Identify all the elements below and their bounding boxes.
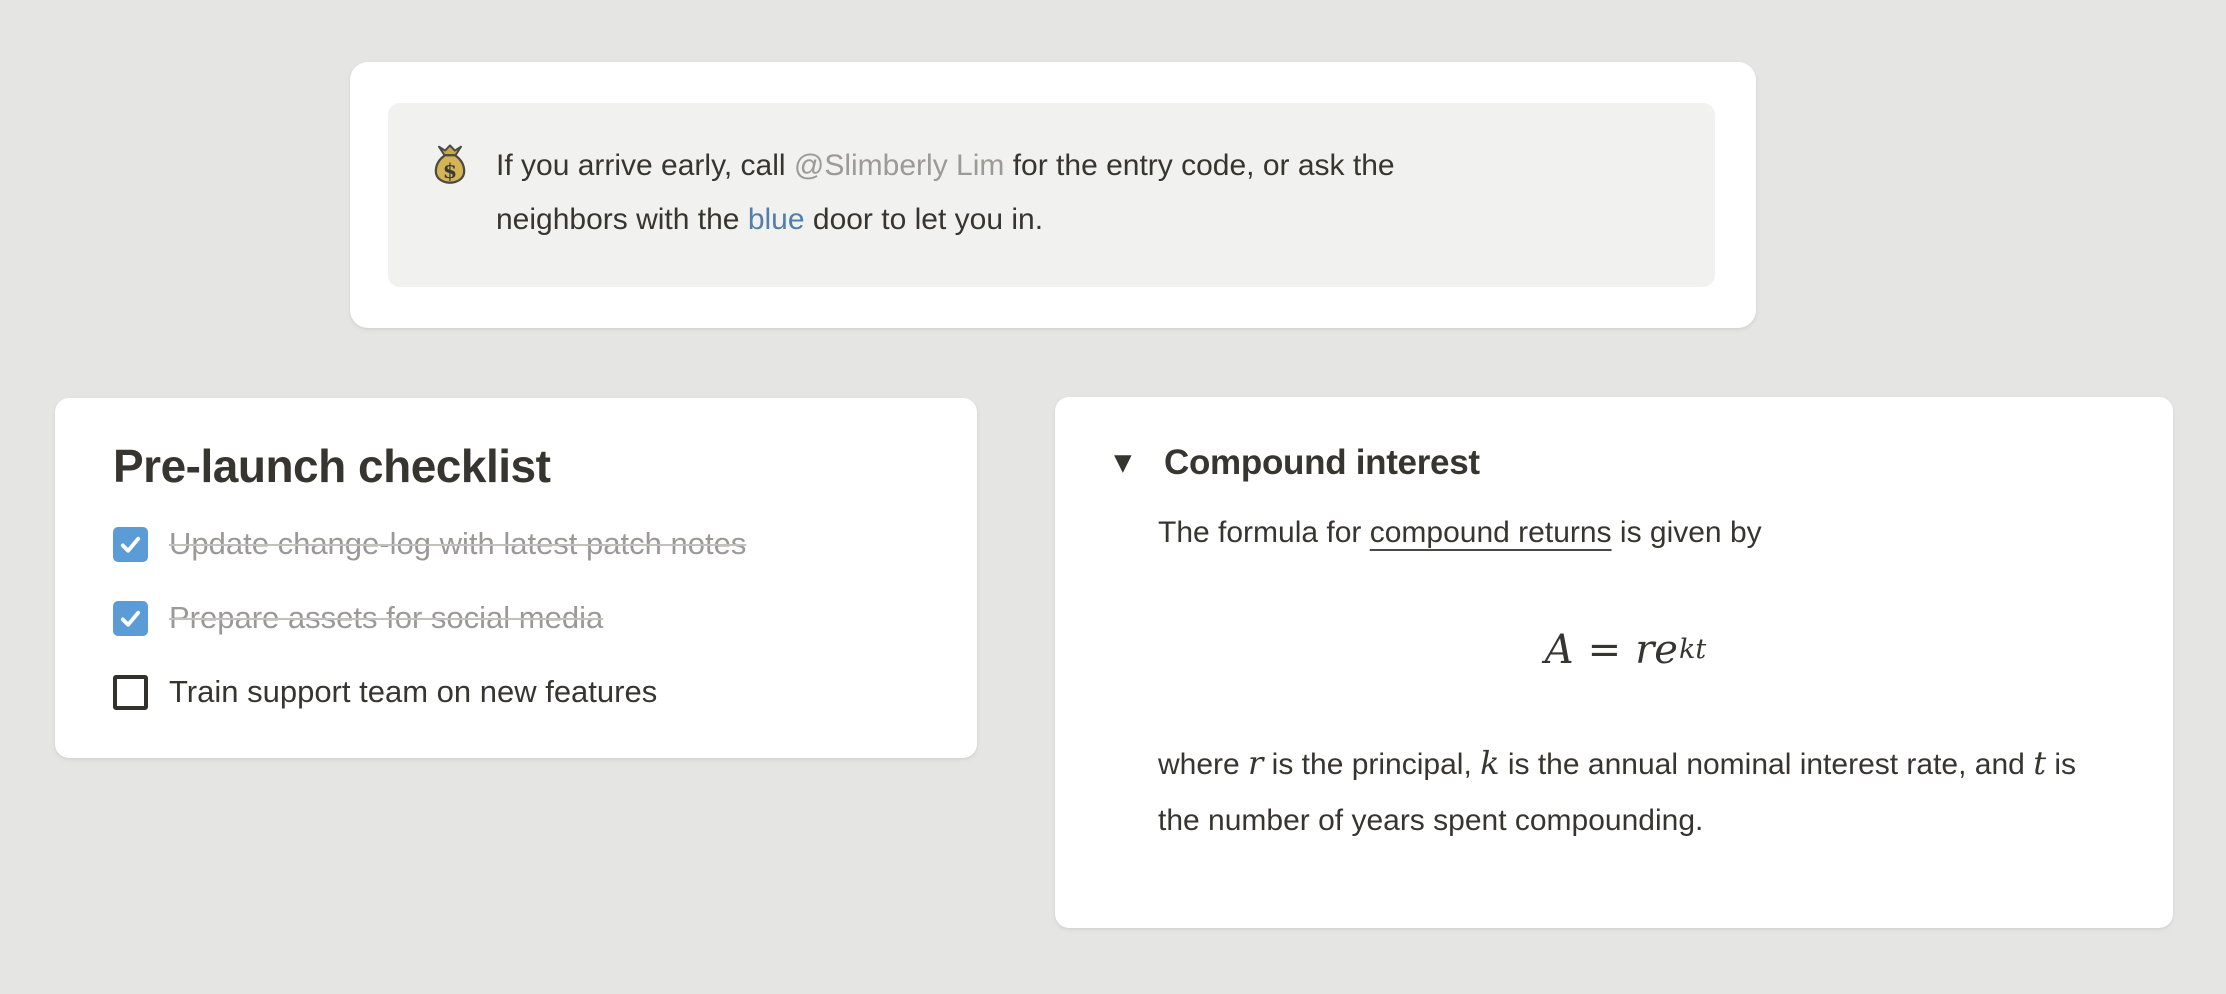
intro-post: is given by bbox=[1611, 516, 1762, 549]
toggle-card bbox=[1055, 397, 2173, 928]
toggle-body bbox=[1158, 511, 2093, 849]
equation-lhs: A bbox=[1544, 627, 1574, 673]
callout-block bbox=[388, 103, 1715, 287]
callout-line-1 bbox=[496, 139, 1395, 193]
blue-colored-word: blue bbox=[747, 203, 805, 236]
toggle-row bbox=[1108, 443, 2093, 483]
toggle-triangle-icon[interactable]: ▼ bbox=[1114, 449, 1132, 476]
callout-text bbox=[496, 139, 1395, 247]
todo-row bbox=[113, 664, 927, 720]
todo-label: Prepare assets for social media bbox=[169, 600, 604, 635]
callout-line2-pre: neighbors with the bbox=[496, 203, 748, 236]
todo-label: Train support team on new features bbox=[169, 674, 658, 709]
checklist-title: Pre-launch checklist bbox=[113, 440, 551, 492]
compound-returns-link[interactable]: compound returns bbox=[1369, 516, 1612, 549]
callout-line2-post: door to let you in. bbox=[804, 203, 1044, 236]
math-var-t: t bbox=[2033, 744, 2047, 782]
callout-line1-pre: If you arrive early, call bbox=[496, 149, 794, 182]
equation-base: re bbox=[1635, 627, 1678, 673]
intro-pre: The formula for bbox=[1158, 516, 1370, 549]
todo-row bbox=[113, 590, 927, 646]
todo-row bbox=[113, 516, 927, 572]
todo-list bbox=[113, 516, 927, 720]
toggle-title[interactable]: Compound interest bbox=[1164, 443, 1480, 482]
checkbox-checked-icon[interactable] bbox=[113, 527, 148, 562]
math-var-k: k bbox=[1480, 744, 1500, 782]
todo-label: Update change-log with latest patch notes bbox=[169, 526, 747, 561]
checkbox-checked-icon[interactable] bbox=[113, 601, 148, 636]
svg-text:$: $ bbox=[442, 157, 458, 183]
user-mention[interactable]: @Slimberly Lim bbox=[793, 149, 1005, 182]
checkbox-unchecked-icon[interactable] bbox=[113, 675, 148, 710]
callout-line1-post: for the entry code, or ask the bbox=[1004, 149, 1395, 182]
outro-s3: is the annual nominal interest rate, and bbox=[1499, 748, 2034, 781]
checklist-card bbox=[55, 398, 977, 758]
outro-s1: where bbox=[1158, 748, 1249, 781]
money-bag-icon bbox=[428, 143, 474, 192]
callout-line-2 bbox=[496, 193, 1395, 247]
math-var-r: r bbox=[1248, 744, 1264, 782]
equation-block: A = re kt bbox=[1544, 627, 1707, 673]
outro-s4: is the number of years spent compounding. bbox=[1158, 748, 2077, 837]
formula-intro bbox=[1158, 511, 2093, 555]
callout-card bbox=[350, 62, 1756, 328]
formula-outro bbox=[1158, 735, 2093, 849]
equation-equals: = bbox=[1587, 627, 1622, 673]
outro-s2: is the principal, bbox=[1263, 748, 1481, 781]
